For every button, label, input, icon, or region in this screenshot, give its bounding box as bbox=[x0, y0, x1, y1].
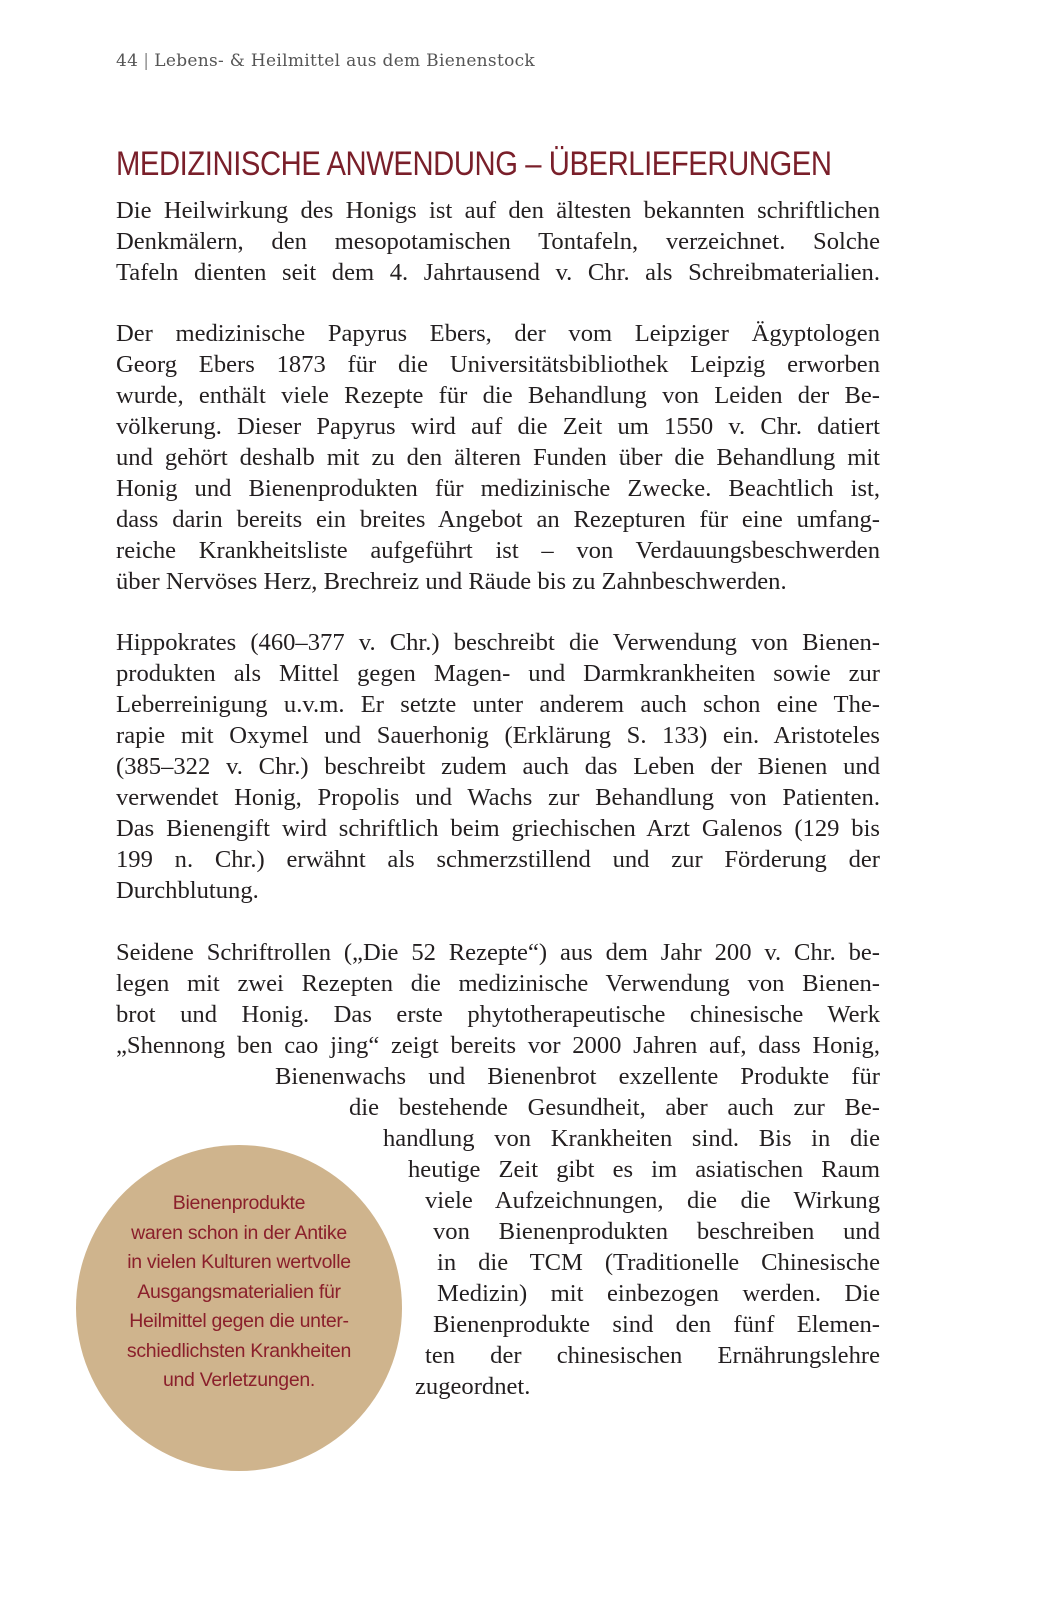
paragraph-4 bbox=[116, 937, 880, 1061]
paragraph-line: Die Heilwirkung des Honigs ist auf den ältesten bekannten schriftlichen bbox=[116, 197, 880, 224]
paragraph-line: 199 n. Chr.) erwähnt als schmerzstillend und zur Förderung der bbox=[116, 846, 880, 873]
paragraph-line: Georg Ebers 1873 für die Universitätsbibliothek Leipzig erworben bbox=[116, 351, 880, 378]
paragraph-line: „Shennong ben cao jing“ zeigt bereits vor 2000 Jahren auf, dass Honig, bbox=[116, 1032, 880, 1059]
paragraph-line: die bestehende Gesundheit, aber auch zur Be- bbox=[349, 1094, 880, 1121]
paragraph-2 bbox=[116, 318, 880, 597]
paragraph-line: Durchblutung. bbox=[116, 877, 259, 904]
callout-line: Bienenprodukte bbox=[172, 1192, 306, 1214]
paragraph-line: Hippokrates (460–377 v. Chr.) beschreibt die Verwendung von Bienen- bbox=[116, 629, 880, 656]
paragraph-line: handlung von Krankheiten sind. Bis in die bbox=[383, 1125, 880, 1152]
page-number: 44 bbox=[116, 51, 139, 71]
paragraph-line: über Nervöses Herz, Brechreiz und Räude bis zu Zahnbeschwerden. bbox=[116, 568, 787, 595]
paragraph-line: rapie mit Oxymel und Sauerhonig (Erklärung S. 133) ein. Aristoteles bbox=[116, 722, 880, 749]
paragraph-line: Denkmälern, den mesopotamischen Tontafeln, verzeichnet. Solche bbox=[116, 228, 880, 255]
paragraph-line: produkten als Mittel gegen Magen- und Darmkrankheiten sowie zur bbox=[116, 660, 880, 687]
running-head-separator: | bbox=[143, 51, 150, 71]
running-head bbox=[116, 51, 535, 71]
paragraph-line: dass darin bereits ein breites Angebot an Rezepturen für eine umfang- bbox=[116, 506, 880, 533]
paragraph-line: völkerung. Dieser Papyrus wird auf die Zeit um 1550 v. Chr. datiert bbox=[116, 413, 880, 440]
paragraph-line: Bienenwachs und Bienenbrot exzellente Produkte für bbox=[275, 1063, 880, 1090]
paragraph-line: wurde, enthält viele Rezepte für die Behandlung von Leiden der Be- bbox=[116, 382, 880, 409]
paragraph-line: Bienenprodukte sind den fünf Elemen- bbox=[433, 1311, 880, 1338]
paragraph-line: Der medizinische Papyrus Ebers, der vom Leipziger Ägyptologen bbox=[116, 320, 880, 347]
paragraph-1 bbox=[116, 195, 880, 288]
paragraph-line: Seidene Schriftrollen („Die 52 Rezepte“) aus dem Jahr 200 v. Chr. be- bbox=[116, 939, 880, 966]
callout-line: waren schon in der Antike bbox=[131, 1221, 347, 1244]
callout-line: Ausgangsmaterialien für bbox=[137, 1280, 341, 1303]
paragraph-line: Das Bienengift wird schriftlich beim griechischen Arzt Galenos (129 bis bbox=[116, 815, 880, 842]
callout-text bbox=[76, 1189, 402, 1396]
paragraph-line: legen mit zwei Rezepten die medizinische Verwendung von Bienen- bbox=[116, 970, 880, 997]
paragraph-line: Tafeln dienten seit dem 4. Jahrtausend v. Chr. als Schreibmaterialien. bbox=[116, 259, 880, 286]
callout-line: schiedlichsten Krankheiten bbox=[126, 1339, 352, 1362]
paragraph-line: reiche Krankheitsliste aufgeführt ist – von Verdauungsbeschwerden bbox=[116, 537, 880, 564]
paragraph-line: brot und Honig. Das erste phytotherapeutische chinesische Werk bbox=[116, 1001, 880, 1028]
callout-line: und Verletzungen. bbox=[162, 1369, 316, 1391]
section-heading: MEDIZINISCHE ANWENDUNG – ÜBERLIEFERUNGEN bbox=[116, 145, 832, 183]
paragraph-line: von Bienenprodukten beschreiben und bbox=[433, 1218, 880, 1245]
paragraph-line: zugeordnet. bbox=[415, 1373, 531, 1400]
callout-line: Heilmittel gegen die unter- bbox=[129, 1310, 349, 1332]
paragraph-line: Medizin) mit einbezogen werden. Die bbox=[437, 1280, 880, 1307]
paragraph-line: ten der chinesischen Ernährungslehre bbox=[425, 1342, 880, 1369]
paragraph-line: verwendet Honig, Propolis und Wachs zur Behandlung von Patienten. bbox=[116, 784, 880, 811]
running-head-title: Lebens- & Heilmittel aus dem Bienenstock bbox=[154, 51, 536, 71]
paragraph-line: viele Aufzeichnungen, die die Wirkung bbox=[425, 1187, 880, 1214]
paragraph-line: heutige Zeit gibt es im asiatischen Raum bbox=[408, 1156, 880, 1183]
paragraph-line: in die TCM (Traditionelle Chinesische bbox=[437, 1249, 880, 1276]
callout-circle bbox=[76, 1145, 402, 1471]
paragraph-line: und gehört deshalb mit zu den älteren Funden über die Behandlung mit bbox=[116, 444, 880, 471]
paragraph-line: (385–322 v. Chr.) beschreibt zudem auch das Leben der Bienen und bbox=[116, 753, 880, 780]
paragraph-3 bbox=[116, 627, 880, 906]
paragraph-line: Honig und Bienenprodukten für medizinische Zwecke. Beachtlich ist, bbox=[116, 475, 880, 502]
callout-line: in vielen Kulturen wertvolle bbox=[127, 1251, 351, 1273]
paragraph-line: Leberreinigung u.v.m. Er setzte unter anderem auch schon eine The- bbox=[116, 691, 880, 718]
